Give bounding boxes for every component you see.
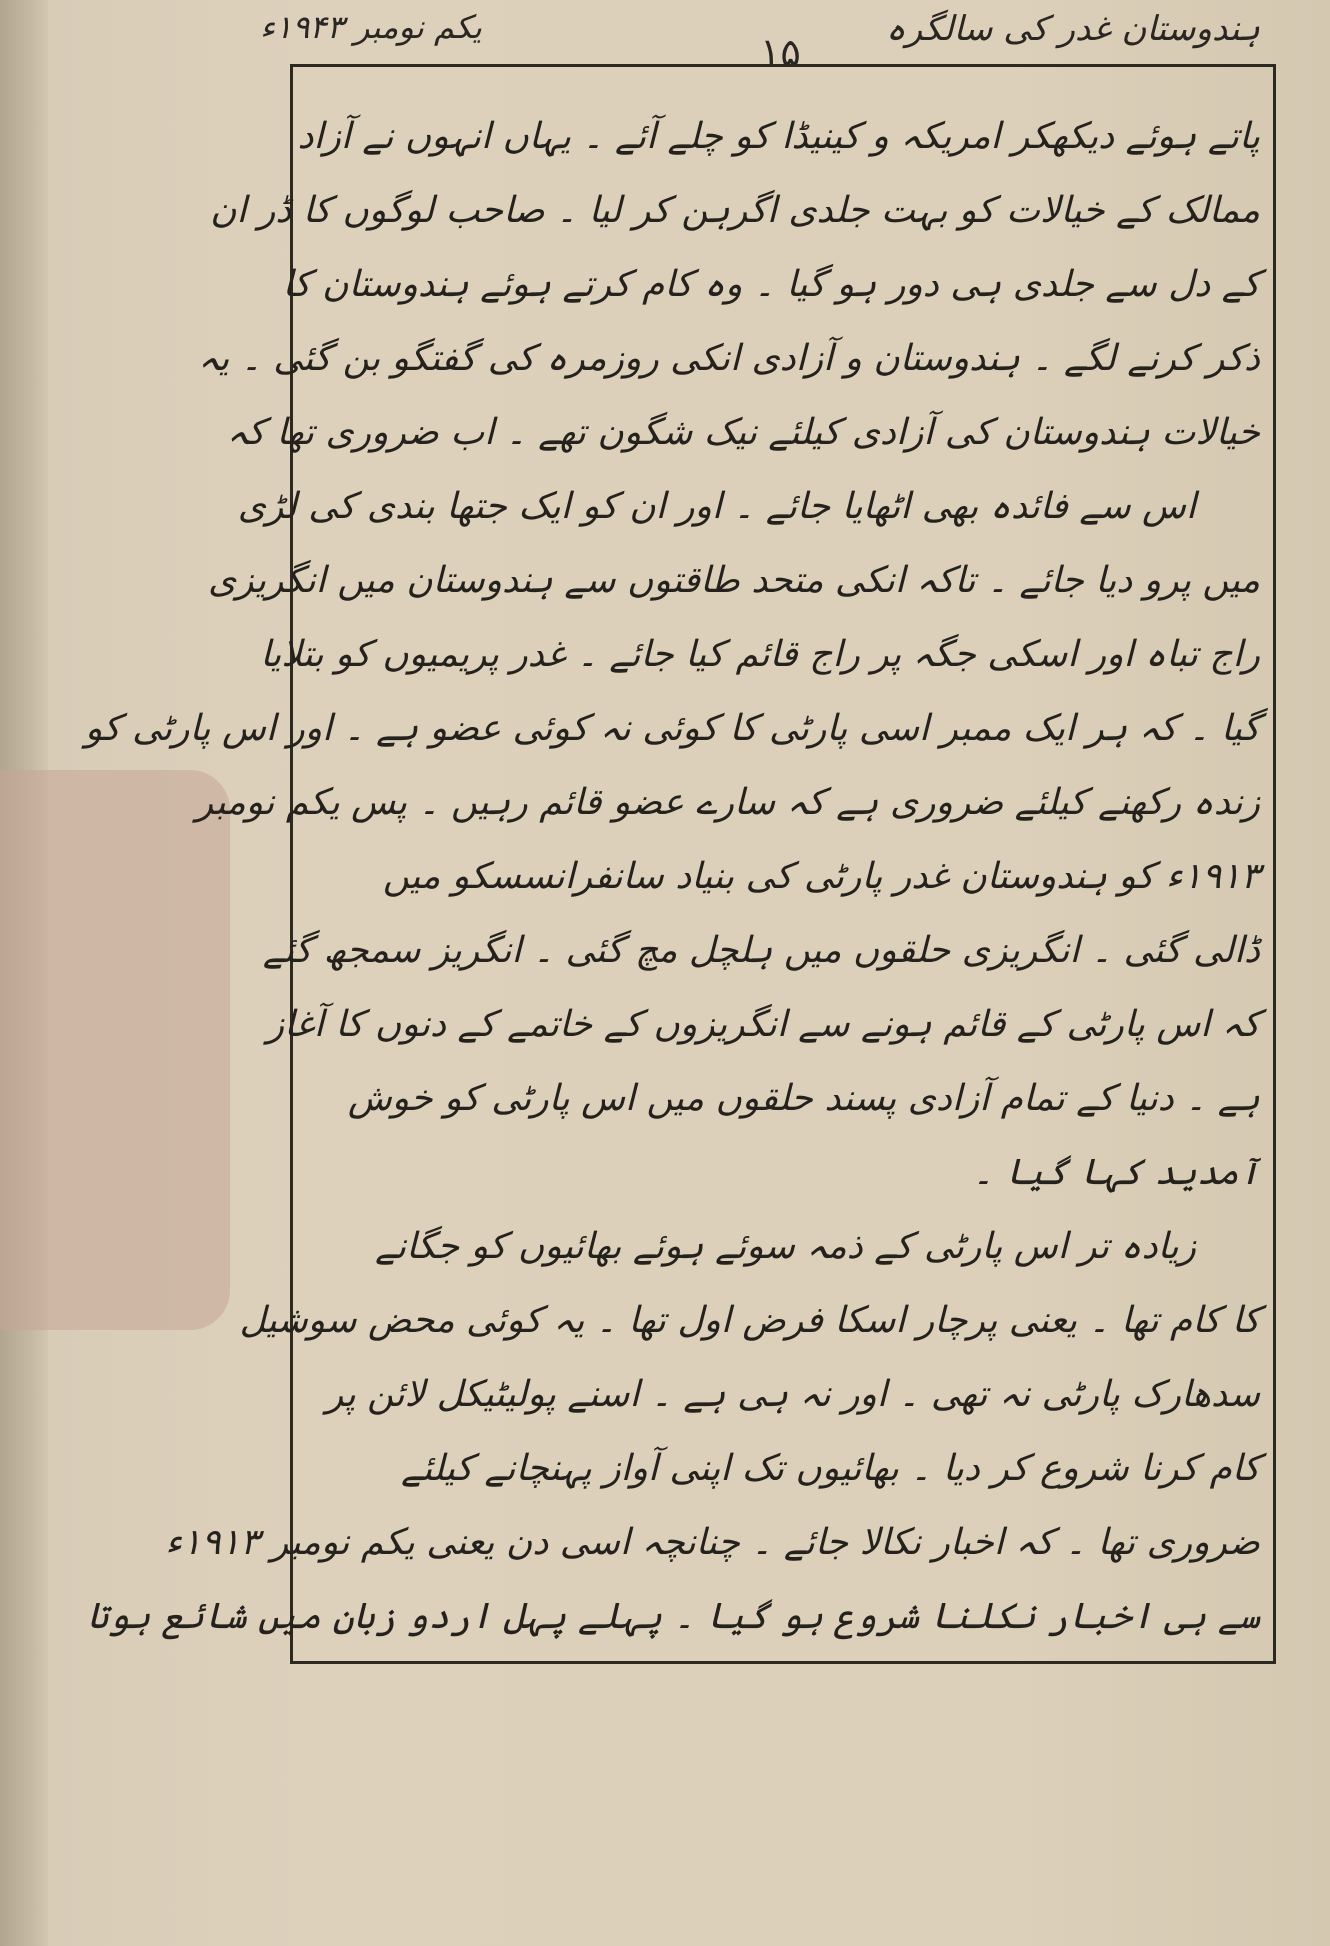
paper-stain xyxy=(0,770,230,1330)
text-line-14: ہے ۔ دنیا کے تمام آزادی پسند حلقوں میں اس پارٹی کو خوش xyxy=(347,1078,1260,1119)
text-line-2: ممالک کے خیالات کو بہت جلدی اگرہن کر لیا ۔ صاحب لوگوں کا ڈر ان xyxy=(210,190,1260,231)
text-line-16: زیادہ تر اس پارٹی کے ذمہ سوئے ہوئے بھائیوں کو جگانے xyxy=(375,1226,1196,1267)
text-line-1: پاتے ہوئے دیکھکر امریکہ و کینیڈا کو چلے آئے ۔ یہاں انہوں نے آزاد xyxy=(297,116,1260,157)
page-number: ۱۵ xyxy=(760,30,801,74)
text-line-3: کے دل سے جلدی ہی دور ہو گیا ۔ وہ کام کرتے ہوئے ہندوستان کا xyxy=(282,264,1260,305)
text-line-17: کا کام تھا ۔ یعنی پرچار اسکا فرض اول تھا ۔ یہ کوئی محض سوشیل xyxy=(239,1300,1260,1341)
header-date: یکم نومبر ۱۹۴۳ء xyxy=(260,8,482,46)
text-line-15: آمدید کہا گیا ۔ xyxy=(972,1152,1260,1193)
page-header xyxy=(260,8,1260,74)
text-line-5: خیالات ہندوستان کی آزادی کیلئے نیک شگون تھے ۔ اب ضروری تھا کہ xyxy=(226,412,1260,453)
text-line-9: گیا ۔ کہ ہر ایک ممبر اسی پارٹی کا کوئی نہ کوئی عضو ہے ۔ اور اس پارٹی کو xyxy=(84,708,1260,749)
text-line-12: ڈالی گئی ۔ انگریزی حلقوں میں ہلچل مچ گئی ۔ انگریز سمجھ گئے xyxy=(262,930,1260,971)
running-title: ہندوستان غدر کی سالگرہ xyxy=(885,9,1260,49)
text-line-18: سدھارک پارٹی نہ تھی ۔ اور نہ ہی ہے ۔ اسنے پولیٹیکل لائن پر xyxy=(325,1374,1260,1415)
text-line-13: کہ اس پارٹی کے قائم ہونے سے انگریزوں کے خاتمے کے دنوں کا آغاز xyxy=(266,1004,1260,1045)
text-line-11: ۱۹۱۳ء کو ہندوستان غدر پارٹی کی بنیاد سانفرانسسکو میں xyxy=(382,856,1260,897)
text-line-7: میں پرو دیا جائے ۔ تاکہ انکی متحد طاقتوں سے ہندوستان میں انگریزی xyxy=(207,560,1260,601)
text-line-8: راج تباہ اور اسکی جگہ پر راج قائم کیا جائے ۔ غدر پریمیوں کو بتلایا xyxy=(260,634,1260,675)
handwritten-body xyxy=(84,100,1266,1654)
text-line-6: اس سے فائدہ بھی اٹھایا جائے ۔ اور ان کو ایک جتھا بندی کی لڑی xyxy=(237,486,1196,527)
text-line-19: کام کرنا شروع کر دیا ۔ بھائیوں تک اپنی آواز پہنچانے کیلئے xyxy=(401,1448,1260,1489)
text-line-10: زندہ رکھنے کیلئے ضروری ہے کہ سارے عضو قائم رہیں ۔ پس یکم نومبر xyxy=(195,782,1260,823)
text-line-20: ضروری تھا ۔ کہ اخبار نکالا جائے ۔ چنانچہ اسی دن یعنی یکم نومبر ۱۹۱۳ء xyxy=(165,1522,1260,1563)
text-line-4: ذکر کرنے لگے ۔ ہندوستان و آزادی انکی روزمرہ کی گفتگو بن گئی ۔ یہ xyxy=(198,338,1260,379)
text-line-21: سے ہی اخبار نکلنا شروع ہو گیا ۔ پہلے پہل اردو زبان میں شائع ہوتا xyxy=(87,1596,1260,1637)
